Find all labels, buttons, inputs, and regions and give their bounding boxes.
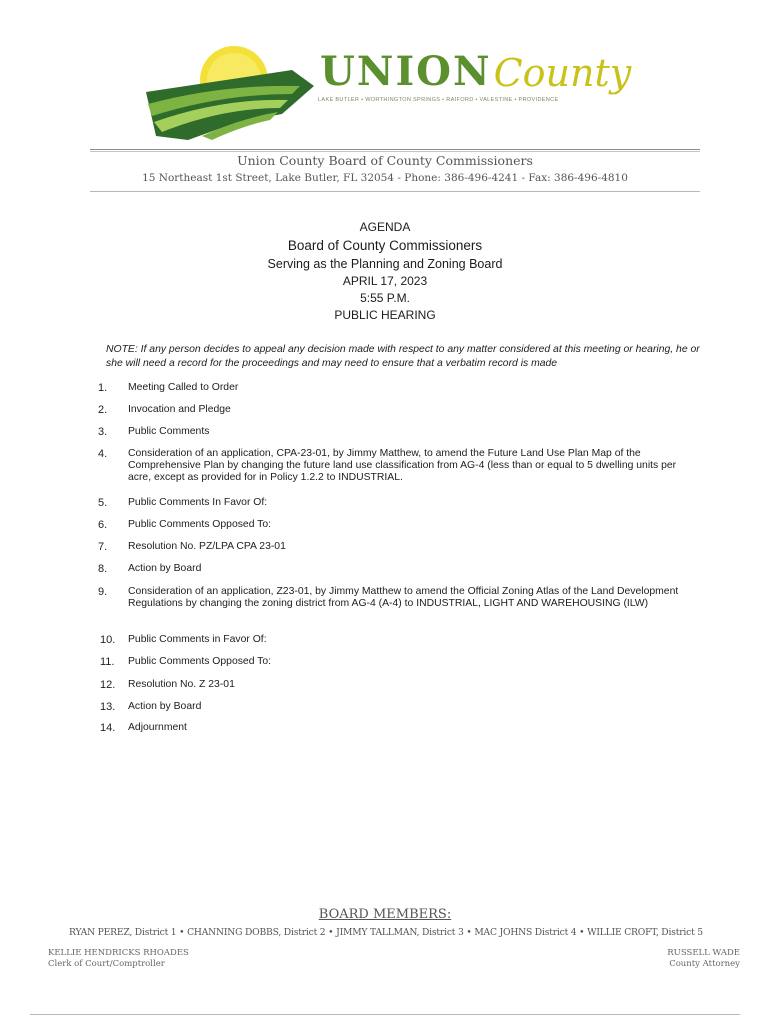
- item-text: Action by Board: [128, 701, 202, 712]
- attorney-block: [667, 948, 740, 970]
- board-members-heading-text: BOARD MEMBERS:: [318, 907, 452, 922]
- logo-county-text: County: [493, 51, 632, 95]
- item-number: 5.: [98, 497, 108, 509]
- attorney-name: RUSSELL WADE: [667, 948, 740, 958]
- item-number: 2.: [98, 404, 108, 416]
- item-number: 14.: [100, 722, 116, 734]
- clerk-block: [48, 948, 189, 970]
- item-number: 9.: [98, 586, 108, 598]
- item-number: 1.: [98, 382, 108, 394]
- item-text: Resolution No. Z 23-01: [128, 679, 235, 690]
- board-name: Union County Board of County Commissioners: [237, 153, 533, 168]
- attorney-title: County Attorney: [669, 959, 740, 969]
- item-number: 12.: [100, 679, 116, 691]
- item-number: 8.: [98, 563, 108, 575]
- item-text: Public Comments In Favor Of:: [128, 497, 268, 508]
- board-members-heading: [0, 907, 770, 922]
- logo-union-text: UNION: [320, 48, 492, 95]
- item-text: Public Comments: [128, 426, 210, 437]
- appeal-note: NOTE: If any person decides to appeal any decision made with respect to any matter considered at this meeting or hearing, he or she will need a record for the proceedings and may need to ensure that a verbatim record is made: [106, 344, 700, 369]
- meeting-date: APRIL 17, 2023: [342, 274, 428, 288]
- item-number: 6.: [98, 519, 108, 531]
- item-number: 7.: [98, 541, 108, 553]
- item-text: Meeting Called to Order: [128, 382, 239, 393]
- item-text: Invocation and Pledge: [128, 404, 231, 415]
- item-text: Public Comments in Favor Of:: [128, 634, 267, 645]
- footer-divider: [30, 1014, 740, 1015]
- board-title: Board of County Commissioners: [287, 238, 483, 253]
- item-number: 13.: [100, 701, 116, 713]
- clerk-name: KELLIE HENDRICKS RHOADES: [48, 948, 189, 958]
- item-text: Adjournment: [128, 722, 187, 733]
- item-text: Public Comments Opposed To:: [128, 656, 272, 667]
- serving-as-subtitle: Serving as the Planning and Zoning Board: [267, 257, 503, 271]
- item-number: 11.: [100, 656, 115, 668]
- board-address: 15 Northeast 1st Street, Lake Butler, FL 32054 - Phone: 386-496-4241 - Fax: 386-496-4810: [142, 172, 628, 184]
- board-members-list: RYAN PEREZ, District 1 • CHANNING DOBBS, District 2 • JIMMY TALLMAN, District 3 • MAC JOHNS District 4 • WILLIE CROFT, District 5: [69, 927, 703, 938]
- item-text: Consideration of an application, Z23-01, by Jimmy Matthew to amend the Official Zoning Atlas of the Land Development Regulations by changing the zoning district from AG-4 (A-4) to INDUSTRIAL, LIGHT AND WAREHOUSING (ILW): [128, 586, 679, 609]
- item-text: Action by Board: [128, 563, 202, 574]
- meeting-time: 5:55 P.M.: [360, 291, 410, 305]
- item-number: 3.: [98, 426, 108, 438]
- item-text: Public Comments Opposed To:: [128, 519, 272, 530]
- item-text: Resolution No. PZ/LPA CPA 23-01: [128, 541, 286, 552]
- agenda-title: AGENDA: [359, 220, 411, 234]
- item-text: Consideration of an application, CPA-23-01, by Jimmy Matthew, to amend the Future Land Use Plan Map of the Comprehensive Plan by changing the future land use classification from AG-4 (less than or equal to 5 dwelling units per acre, except as provided for in Policy 1.2.2 to INDUSTRIAL.: [128, 448, 677, 483]
- logo-tagline: LAKE BUTLER • WORTHINGTON SPRINGS • RAIFORD • VALESTINE • PROVIDENCE: [318, 97, 559, 103]
- item-number: 10.: [100, 634, 116, 646]
- item-number: 4.: [98, 448, 108, 460]
- public-hearing-label: PUBLIC HEARING: [334, 308, 436, 322]
- clerk-title: Clerk of Court/Comptroller: [48, 959, 165, 969]
